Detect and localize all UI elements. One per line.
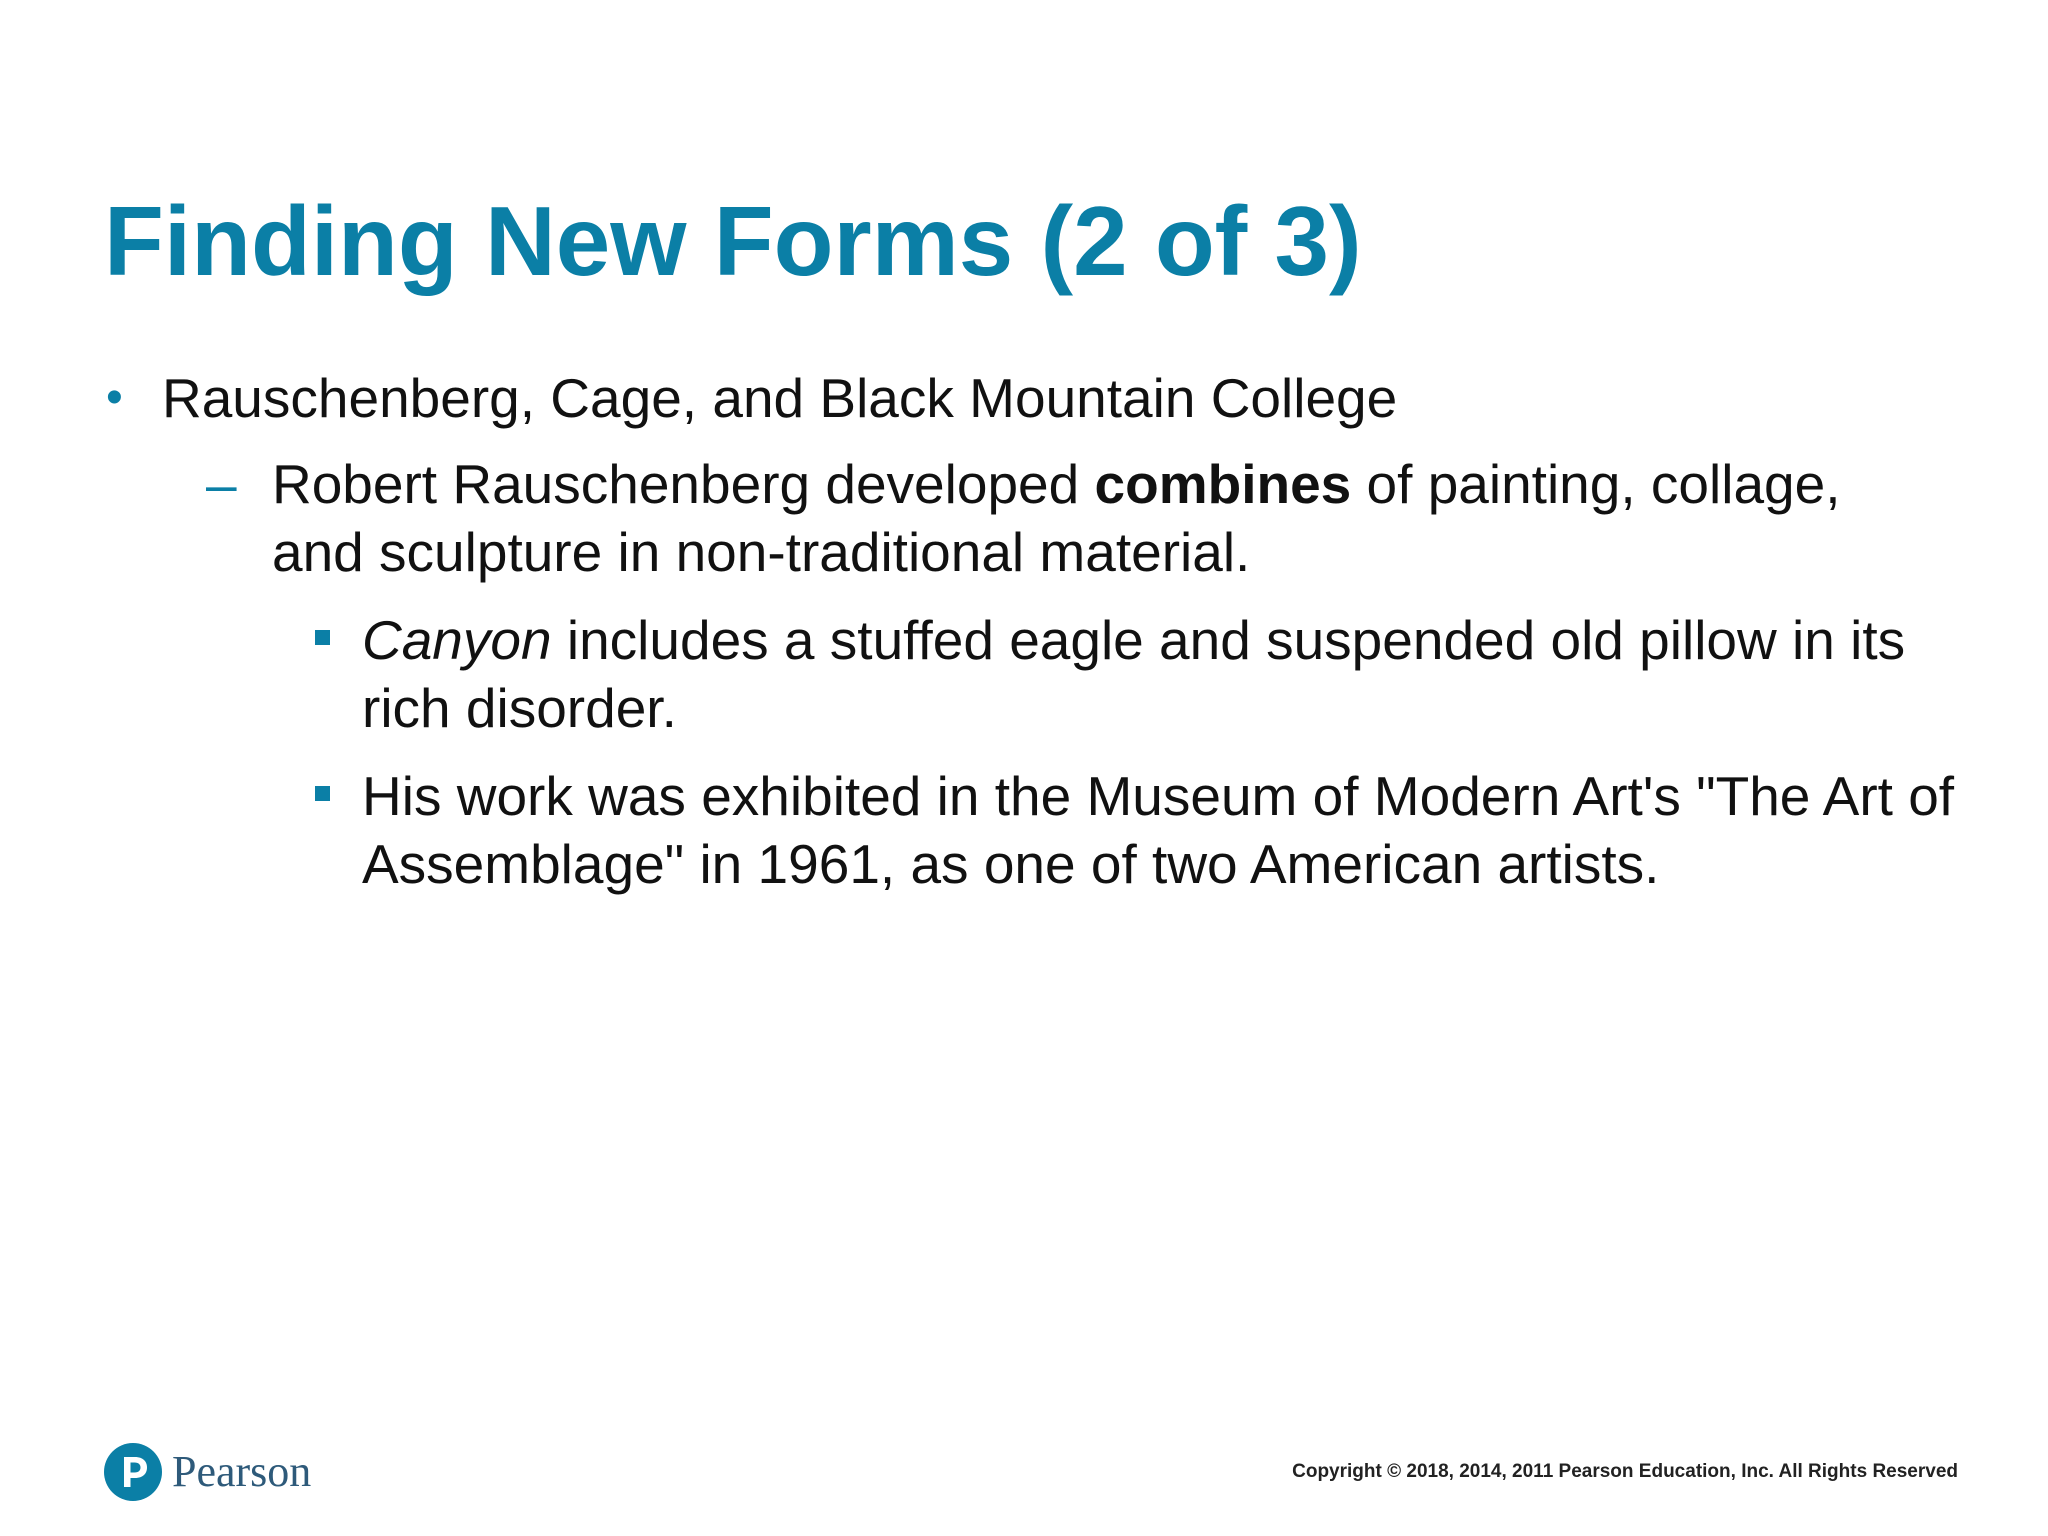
bullet-level-2-bold-term: combines <box>1094 453 1352 515</box>
bullet-dash-icon: – <box>206 453 237 515</box>
bullet-dot-icon: • <box>106 371 123 424</box>
bullet-square-icon <box>315 786 330 801</box>
pearson-p-icon <box>104 1443 162 1501</box>
copyright-notice: Copyright © 2018, 2014, 2011 Pearson Education, Inc. All Rights Reserved <box>1292 1461 1958 1482</box>
slide-title: Finding New Forms (2 of 3) <box>104 186 1362 296</box>
bullet-level-3-canyon <box>362 606 1962 742</box>
pearson-logo <box>104 1440 311 1504</box>
bullet-level-3-canyon-text: includes a stuffed eagle and suspended old pillow in its rich disorder. <box>362 609 1906 739</box>
bullet-square-icon <box>315 630 330 645</box>
bullet-level-2-text-after: of painting, collage, and sculpture in non-traditional material. <box>272 453 1841 583</box>
bullet-level-2 <box>272 450 1932 586</box>
pearson-logo-text: Pearson <box>172 1447 312 1496</box>
bullet-level-3-moma: His work was exhibited in the Museum of Modern Art's "The Art of Assemblage" in 1961, as one of two American artists. <box>362 765 1955 895</box>
artwork-title-canyon: Canyon <box>362 609 552 671</box>
bullet-level-2-text-before: Robert Rauschenberg developed <box>272 453 1095 515</box>
bullet-level-1: Rauschenberg, Cage, and Black Mountain College <box>162 367 1398 429</box>
